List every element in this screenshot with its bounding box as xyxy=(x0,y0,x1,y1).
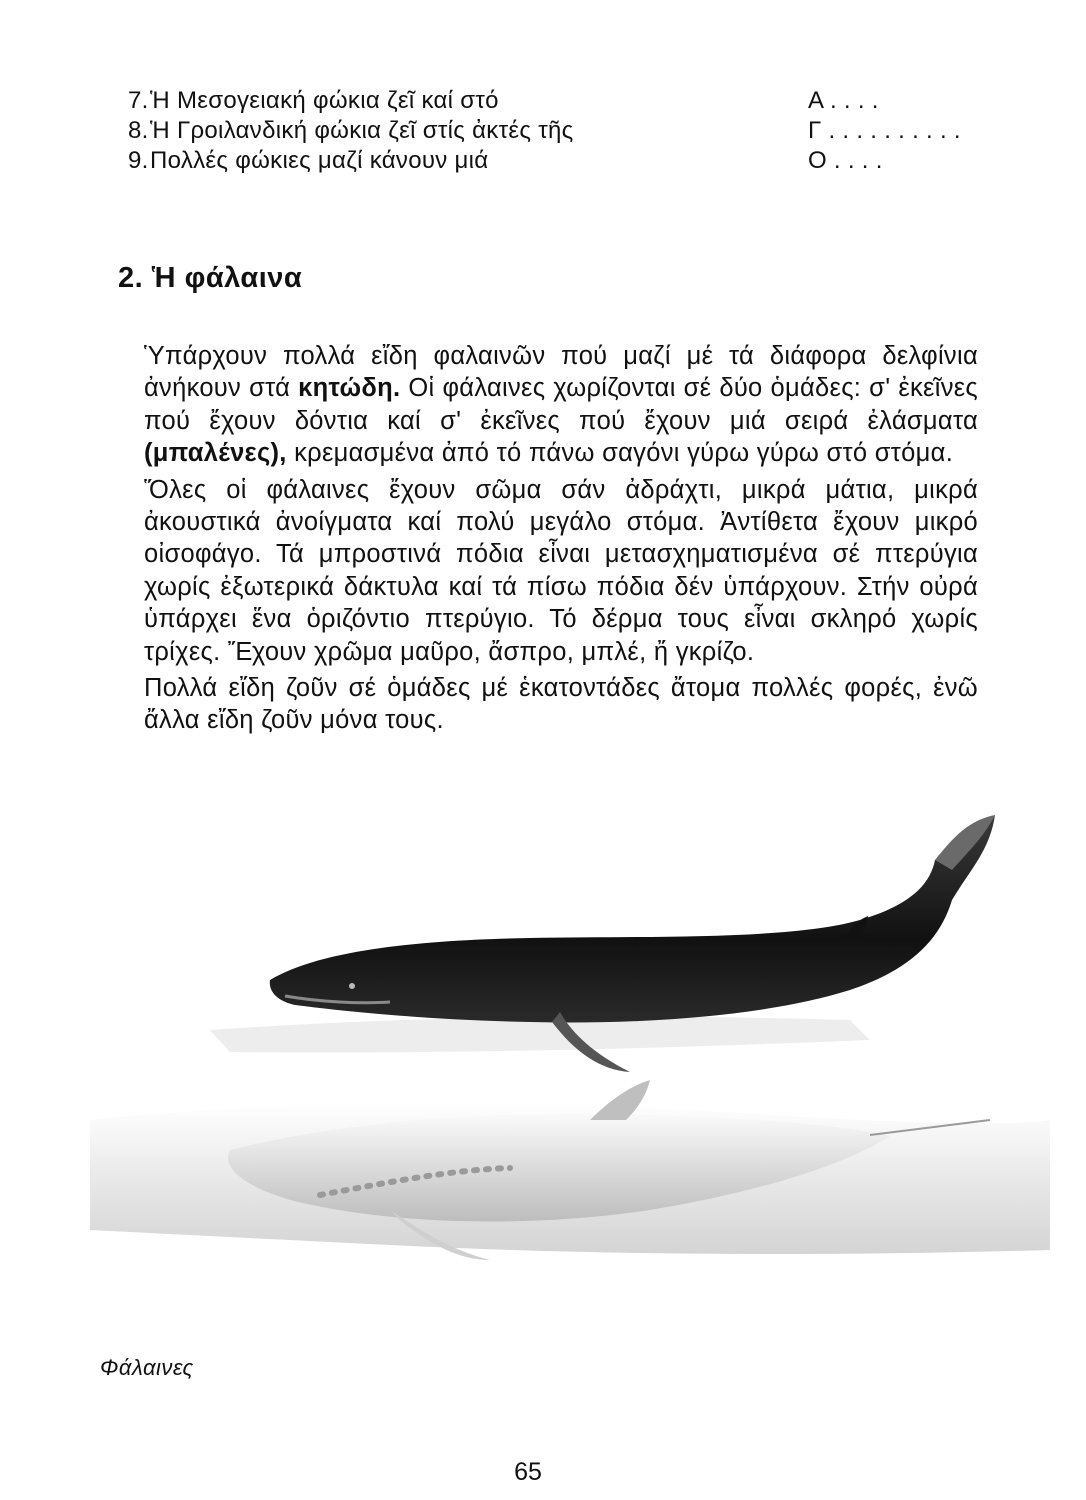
exercise-text: Ἡ Γροιλανδική φώκια ζεῖ στίς ἀκτές τῆς xyxy=(150,117,574,144)
paragraph-classification xyxy=(108,340,978,470)
exercise-number: 9. xyxy=(128,147,149,174)
exercise-text: Πολλές φώκιες μαζί κάνουν μιά xyxy=(150,147,489,174)
figure-caption: Φάλαινες xyxy=(100,1355,194,1380)
paragraph-habits: Πολλά εἴδη ζοῦν σέ ὁμάδες μέ ἑκατοντάδες ἄτομα πολλές φορές, ἐνῶ ἄλλα εἴδη ζοῦν μόνα τους. xyxy=(144,674,978,735)
body-text xyxy=(108,340,978,737)
term-cetaceans: κητώδη. xyxy=(298,374,401,403)
exercise-answer-blank: Γ . . . . . . . . . . xyxy=(808,117,961,144)
exercise-number: 7. xyxy=(128,87,149,114)
paragraph-text: Οἱ φάλαινες χωρίζονται σέ δύο ὁμάδες: σ' ἐκεῖνες πού ἔχουν δόντια καί σ' ἐκεῖνες πού ἔχουν μιά σειρά ἐλάσματα xyxy=(144,374,979,435)
exercise-text: Ἡ Μεσογειακή φώκια ζεῖ καί στό xyxy=(150,87,499,114)
exercise-answer-blank: Α . . . . xyxy=(808,87,879,114)
exercise-list xyxy=(128,86,961,176)
paragraph-anatomy: Ὅλες οἱ φάλαινες ἔχουν σῶμα σάν ἀδράχτι, μικρά μάτια, μικρά ἀκουστικά ἀνοίγματα καί πολύ μεγάλο στόμα. Ἀντίθετα ἔχουν μικρό οἰσοφάγο. Τά μπροστινά πόδια εἶναι μετασχηματισμένα σέ πτερύγια χωρίς ἐξωτερικά δάκτυλα καί τά πίσω πόδια δέν ὑπάρχουν. Στήν οὐρά ὑπάρχει ἕνα ὁριζόντιο πτερύγιο. Τό δέρμα τους εἶναι σκληρό χωρίς τρίχες. Ἔχουν χρῶμα μαῦρο, ἄσπρο, μπλέ, ἤ γκρίζο. xyxy=(144,475,978,666)
exercise-answer-blank: Ο . . . . xyxy=(808,147,883,174)
whales-illustration xyxy=(90,790,1050,1310)
exercise-row xyxy=(128,116,961,146)
page-number: 65 xyxy=(514,1458,542,1486)
exercise-row xyxy=(128,146,958,176)
exercise-row xyxy=(128,86,958,116)
paragraph-text: κρεμασμένα ἀπό τό πάνω σαγόνι γύρω γύρω στό στόμα. xyxy=(286,439,954,468)
paragraph-text: Ὑπάρχουν πολλά εἴδη φαλαινῶν πού μαζί μέ τά διάφορα δελφίνια ἀνήκουν στά xyxy=(144,342,978,403)
exercise-number: 8. xyxy=(128,117,149,144)
term-baleen: (μπαλένες), xyxy=(144,439,287,468)
section-title: 2. Ἡ φάλαινα xyxy=(118,262,303,294)
